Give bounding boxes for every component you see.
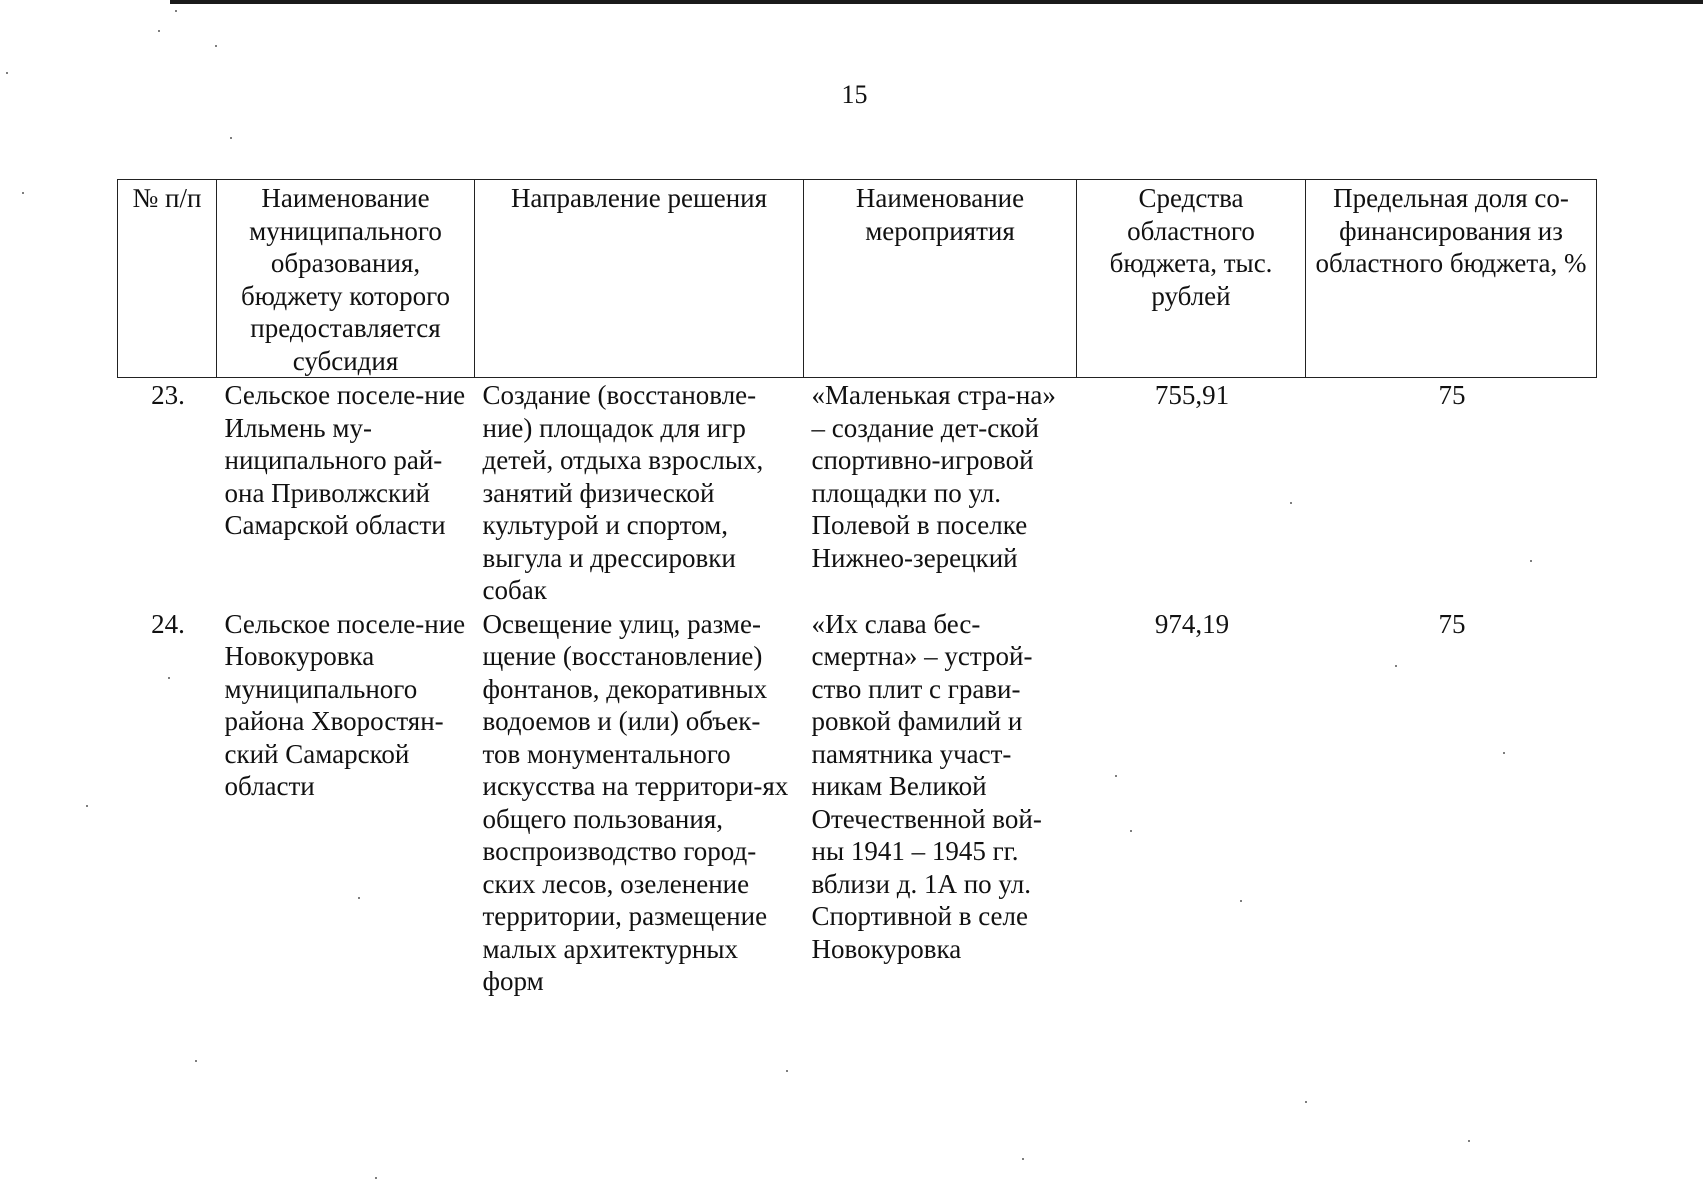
scan-speck — [1130, 830, 1132, 832]
header-direction: Направление решения — [475, 180, 804, 378]
header-row — [118, 180, 1597, 378]
scan-speck — [1305, 1101, 1307, 1103]
row-direction: Создание (восстановле-ние) площадок для игр детей, отдыха взрослых, занятий физической культурой и спортом, выгула и дрессировки собак — [482, 380, 764, 605]
row-municipality: Сельское поселе-ние Новокуровка муниципального района Хворостян-ский Самарской области — [224, 608, 466, 801]
scan-speck — [22, 192, 24, 194]
header-share: Предельная доля со-финансирования из областного бюджета, % — [1306, 180, 1597, 378]
header-funds: Средства областного бюджета, тыс. рублей — [1077, 180, 1306, 378]
table-row — [118, 607, 1597, 998]
scan-speck — [195, 1060, 197, 1062]
table-header — [118, 180, 1597, 378]
table-row — [118, 378, 1597, 607]
scan-speck — [1240, 900, 1242, 902]
row-funds: 755,91 — [1154, 380, 1230, 410]
row-event: «Их слава бес-смертна» – устрой-ство плит с грави-ровкой фамилий и памятника участ-никам Великой Отечественной вой-ны 1941 – 1945 гг. вблизи д. 1А по ул. Спортивной в селе Новокуровка — [811, 608, 1042, 964]
scan-speck — [1290, 502, 1292, 504]
row-number: 23. — [151, 380, 185, 410]
scan-speck — [230, 137, 232, 139]
scan-top-edge — [170, 0, 1703, 4]
scan-speck — [1395, 665, 1397, 667]
header-number: № п/п — [118, 180, 217, 378]
row-direction: Освещение улиц, разме-щение (восстановление) фонтанов, декоративных водоемов и (или) объек-тов монументального искусства на территори-ях общего пользования, воспроизводство город-ских лесов, озеленение территории, размещение малых архитектурных форм — [482, 608, 789, 996]
scan-speck — [375, 1177, 377, 1179]
scan-speck — [215, 45, 217, 47]
header-event: Наименование мероприятия — [804, 180, 1077, 378]
scan-speck — [1503, 752, 1505, 754]
scan-speck — [1115, 775, 1117, 777]
scan-speck — [358, 897, 360, 899]
header-municipality: Наименование муниципального образования, бюджету которого предоставляется субсидия — [217, 180, 475, 378]
scan-speck — [168, 677, 170, 679]
subsidy-table — [117, 179, 1597, 998]
row-number: 24. — [151, 608, 185, 639]
row-share: 75 — [1438, 608, 1466, 639]
scan-speck — [1022, 1158, 1024, 1160]
scan-speck — [86, 805, 88, 807]
scan-speck — [786, 1070, 788, 1072]
table-body — [118, 378, 1597, 998]
scan-speck — [158, 30, 160, 32]
scan-speck — [1468, 1140, 1470, 1142]
scan-speck — [6, 72, 8, 74]
row-share: 75 — [1438, 380, 1466, 410]
row-funds: 974,19 — [1154, 608, 1230, 639]
row-event: «Маленькая стра-на» – создание дет-ской спортивно-игровой площадки по ул. Полевой в поселке Нижнео-зерецкий — [811, 380, 1056, 573]
scan-speck — [175, 10, 177, 12]
page-number: 15 — [841, 80, 868, 109]
scan-speck — [1530, 560, 1532, 562]
row-municipality: Сельское поселе-ние Ильмень му-ниципального рай-она Приволжский Самарской области — [224, 380, 466, 540]
